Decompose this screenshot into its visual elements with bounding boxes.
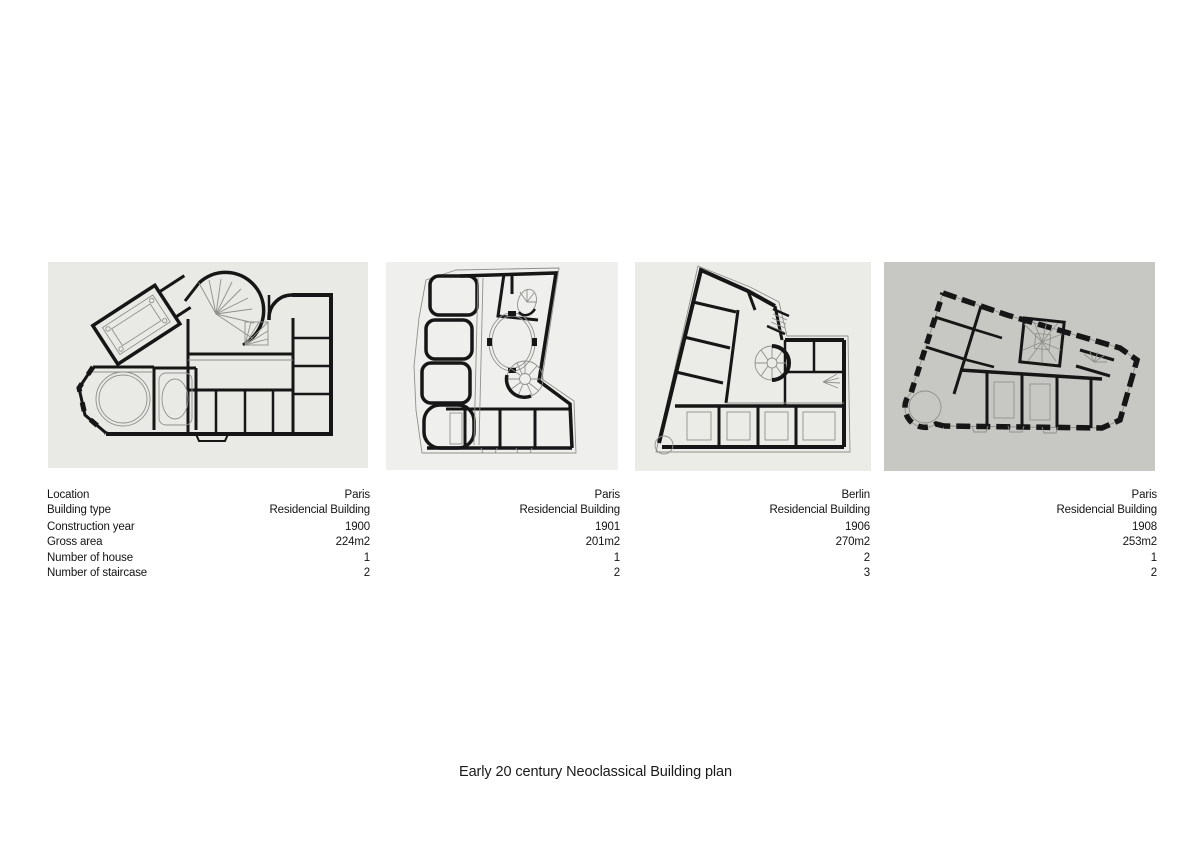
value-location-1: Paris <box>344 489 370 501</box>
metadata-column-2 <box>386 488 620 581</box>
label-number-of-staircase: Number of staircase <box>47 566 148 579</box>
metadata-column-4 <box>884 488 1157 581</box>
value-construction-year-2: 1901 <box>595 521 620 534</box>
value-construction-year-1: 1900 <box>345 521 370 534</box>
value-number-of-staircase-1: 2 <box>363 566 370 579</box>
value-number-of-house-3: 2 <box>863 551 870 564</box>
meta-row-construction-year <box>47 520 370 535</box>
label-gross-area: Gross area <box>47 536 103 549</box>
value-building-type-3: Residencial Building <box>769 504 870 517</box>
meta-row-building-type <box>47 503 370 518</box>
value-number-of-staircase-2: 2 <box>613 566 620 579</box>
value-building-type-1: Residencial Building <box>269 504 370 517</box>
value-gross-area-1: 224m2 <box>335 536 370 549</box>
label-building-type: Building type <box>47 504 111 517</box>
value-construction-year-3: 1906 <box>845 521 870 534</box>
value-building-type-4: Residencial Building <box>1056 504 1157 517</box>
metadata-column-3 <box>636 488 870 581</box>
metadata-column-1 <box>47 488 370 581</box>
value-number-of-staircase-3: 3 <box>863 566 870 579</box>
floor-plan-drawing-1 <box>48 262 368 468</box>
label-location: Location <box>47 489 90 501</box>
value-gross-area-4: 253m2 <box>1122 536 1157 549</box>
value-building-type-2: Residencial Building <box>519 504 620 517</box>
sheet-caption: Early 20 century Neoclassical Building plan <box>459 764 732 780</box>
meta-row-number-of-house <box>47 551 370 566</box>
floor-plan-drawing-4 <box>884 262 1155 471</box>
floor-plan-drawing-3 <box>635 262 871 471</box>
floor-plan-panel-3 <box>635 262 871 471</box>
label-number-of-house: Number of house <box>47 551 133 564</box>
value-gross-area-2: 201m2 <box>585 536 620 549</box>
meta-row-number-of-staircase <box>47 566 370 581</box>
floor-plan-panel-2 <box>386 262 618 470</box>
value-location-3: Berlin <box>841 489 870 501</box>
meta-row-gross-area <box>47 535 370 550</box>
value-location-2: Paris <box>594 489 620 501</box>
value-number-of-house-2: 1 <box>613 551 620 564</box>
value-gross-area-3: 270m2 <box>835 536 870 549</box>
value-number-of-house-1: 1 <box>363 551 370 564</box>
value-number-of-staircase-4: 2 <box>1150 566 1157 579</box>
floor-plan-drawing-2 <box>386 262 618 470</box>
meta-row-location <box>47 488 370 503</box>
value-construction-year-4: 1908 <box>1132 521 1157 534</box>
floor-plan-panel-4 <box>884 262 1155 471</box>
label-construction-year: Construction year <box>47 521 135 534</box>
value-number-of-house-4: 1 <box>1150 551 1157 564</box>
floor-plan-panel-1 <box>48 262 368 468</box>
value-location-4: Paris <box>1131 489 1157 501</box>
